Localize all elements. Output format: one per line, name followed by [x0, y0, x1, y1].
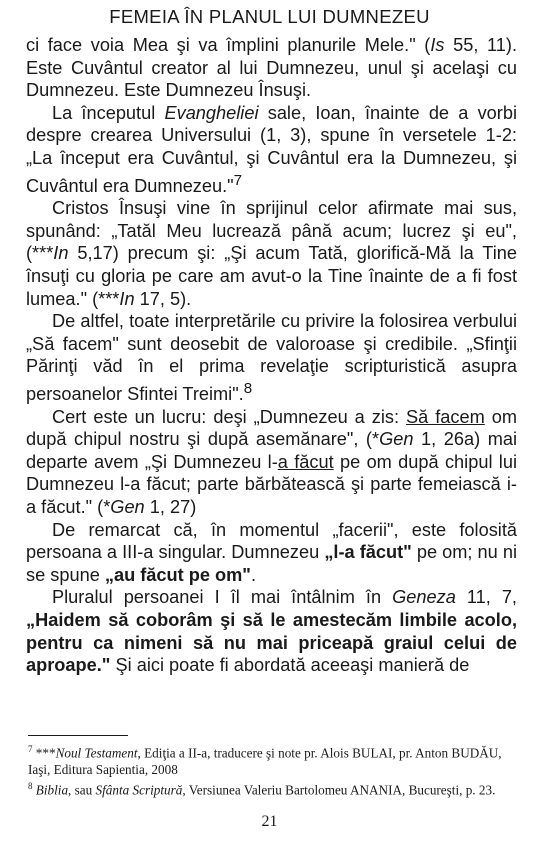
bold-phrase: „l-a făcut" — [324, 542, 412, 563]
paragraph-3: Cristos Însuşi vine în sprijinul celor afirmate mai sus, spunând: „Tatăl Meu lucrează până acum; lucrez şi eu", (***In 5,17) precum şi: „Şi acum Tată, glorifică-Mă la Tine însuţi cu gloria pe care am avut-o la Tine înainte de a fi fost lumea." (***In 17, 5). — [26, 198, 517, 309]
footnote-mark: 8 — [243, 379, 253, 397]
footnotes — [28, 741, 517, 799]
bible-reference: In — [119, 288, 135, 309]
bible-reference: Geneza — [392, 587, 456, 608]
paragraph-6: De remarcat că, în momentul „facerii", este folosită persoana a III-a singular. Dumnezeu „l-a făcut" pe om; nu ni se spune „au făcut pe om". — [26, 519, 517, 585]
bold-phrase: „au făcut pe om" — [104, 564, 251, 585]
underlined-phrase: Să facem — [406, 406, 485, 427]
bible-reference: Gen — [379, 429, 414, 450]
emphasis: Evangheliei — [164, 102, 259, 123]
underlined-phrase: a făcut — [277, 451, 334, 472]
paragraph-5: Cert este un lucru: deşi „Dumnezeu a zis: Să facem om după chipul nostru şi după asemănare", (*Gen 1, 26a) mai departe avem „Şi Dumnezeu l-a făcut pe om după chipul lui Dumnezeu l-a făcut; parte bărbătească şi parte femeiască i-a făcut." (*Gen 1, 27) — [26, 406, 518, 517]
paragraph-7: Pluralul persoanei I îl mai întâlnim în Geneza 11, 7, „Haidem să coborâm şi să le amestecăm limbile acolo, pentru ca nimeni să nu mai priceapă graiul celui de aproape." Şi aici poate fi abordată aceeaşi manieră de — [26, 587, 517, 676]
paragraph-4: De altfel, toate interpretările cu privire la folosirea verbului „Să facem" sunt deosebit de valoroase şi credibile. „Sfinţii Părinţi văd în el prima revelaţie scripturistică asupra persoanelor Sfintei Treimi".$^8$ — [26, 311, 517, 405]
body-text — [26, 34, 517, 677]
footnote-divider — [28, 735, 128, 736]
bold-phrase: „Haidem să coborâm şi să le amestecăm limbile acolo, pentru ca nimeni să nu mai priceapă graiul celui de aproape." — [26, 609, 517, 676]
running-header: FEMEIA ÎN PLANUL LUI DUMNEZEU — [109, 6, 430, 27]
footnote-mark: 7 — [233, 171, 243, 189]
bible-reference: Gen — [110, 497, 145, 517]
paragraph-2: La începutul Evangheliei sale, Ioan, înainte de a vorbi despre crearea Universului (1, 3), spune în versetele 1-2: „La început era Cuvântul, şi Cuvântul era la Dumnezeu, şi Cuvântul era Dumnezeu."$^7$ — [26, 102, 518, 196]
bible-reference: Is — [430, 35, 445, 55]
page-number: 21 — [261, 813, 278, 830]
paragraph-1: ci face voia Mea şi va împlini planurile Mele." (Is 55, 11). Este Cuvântul creator al lui Dumnezeu, unul şi acelaşi cu Dumnezeu. Este Dumnezeu Însuşi. — [26, 35, 517, 101]
footnote-8: $^8$ Biblia, sau Sfânta Scriptură, Versiunea Valeriu Bartolomeu ANANIA, Bucureşti, p. 23. — [28, 781, 496, 798]
bible-reference: In — [53, 243, 69, 264]
footnote-7: $^7$ ***Noul Testament, Ediţia a II-a, traducere şi note pr. Alois BULAI, pr. Anton BUDĂU, Iaşi, Editura Sapientia, 2008 — [28, 744, 502, 778]
